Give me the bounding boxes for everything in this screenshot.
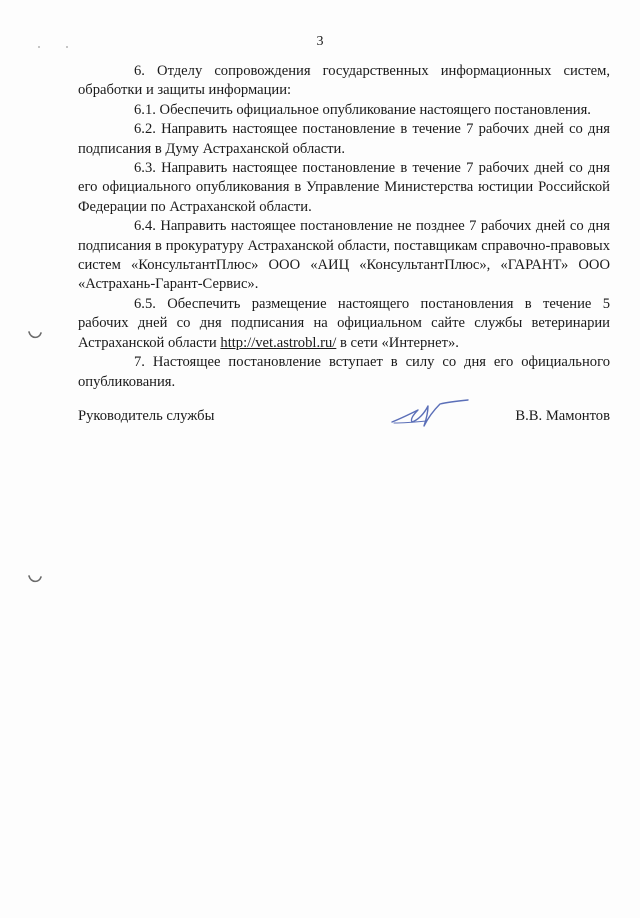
document-body — [78, 62, 610, 392]
punch-hole-mark — [28, 330, 42, 340]
paragraph-6: 6. Отделу сопровождения государственных информационных систем, обработки и защиты информации: — [78, 63, 610, 99]
signer-name: В.В. Мамонтов — [515, 408, 610, 424]
paragraph-6-5-text-start: 6.5. Обеспечить размещение настоящего постановления в течение 5 рабочих дней со дня подписания на официальном сайте службы ветеринарии Астраханской области — [78, 295, 610, 351]
scan-speck — [66, 46, 68, 48]
scan-speck — [38, 46, 40, 48]
paragraph-6-2: 6.2. Направить настоящее постановление в течение 7 рабочих дней со дня подписания в Думу Астраханской области. — [78, 121, 610, 157]
paragraph-6-5-text-end: в сети «Интернет». — [336, 334, 459, 351]
paragraph-6-4: 6.4. Направить настоящее постановление не позднее 7 рабочих дней со дня подписания в прокуратуру Астраханской области, поставщикам справочно-правовых систем «КонсультантПлюс» ООО «АИЦ «КонсультантПлюс», «ГАРАНТ» ООО «Астрахань-Гарант-Сервис». — [78, 218, 610, 293]
page-number: 3 — [316, 34, 324, 49]
paragraph-6-5 — [78, 295, 610, 353]
signer-position: Руководитель службы — [78, 408, 215, 424]
punch-hole-mark — [28, 574, 42, 584]
handwritten-signature — [388, 392, 474, 432]
paragraph-6-3: 6.3. Направить настоящее постановление в течение 7 рабочих дней со дня его официального опубликования в Управление Министерства юстиции Российской Федерации по Астраханской области. — [78, 160, 610, 215]
paragraph-7: 7. Настоящее постановление вступает в силу со дня его официального опубликования. — [78, 354, 610, 390]
website-link[interactable]: http://vet.astrobl.ru/ — [220, 334, 337, 351]
paragraph-6-1: 6.1. Обеспечить официальное опубликование настоящего постановления. — [134, 101, 591, 118]
